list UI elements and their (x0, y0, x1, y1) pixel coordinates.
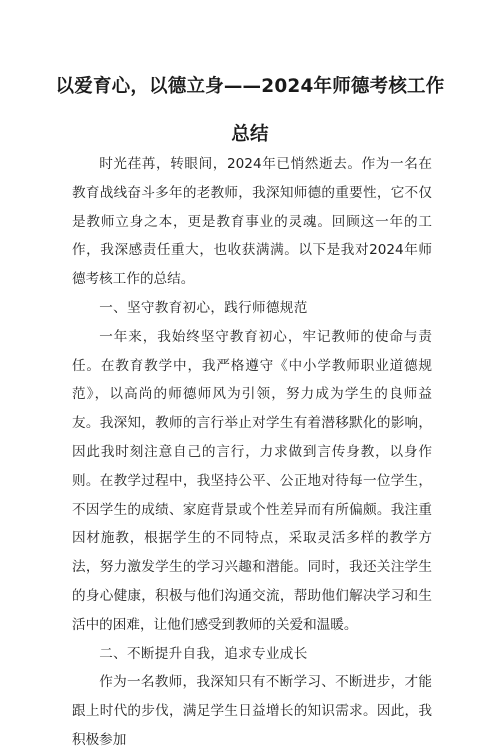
document-body (72, 150, 432, 755)
document-title-line-1: 以爱育心，以德立身——2024年师德考核工作 (55, 76, 445, 97)
section-heading-2: 二、不断提升自我，追求专业成长 (99, 645, 308, 662)
section-1-paragraph: 一年来，我始终坚守教育初心，牢记教师的使命与责任。在教育教学中，我严格遵守《中小学教师职业道德规范》，以高尚的师德师风为引领，努力成为学生的良师益友。我深知，教师的言行举止对学生有着潜移默化的影响，因此我时刻注意自己的言行，力求做到言传身教，以身作则。在教学过程中，我坚持公平、公正地对待每一位学生，不因学生的成绩、家庭背景或个性差异而有所偏颇。我注重因材施教，根据学生的不同特点，采取灵活多样的教学方法，努力激发学生的学习兴趣和潜能。同时，我还关注学生的身心健康，积极与他们沟通交流，帮助他们解决学习和生活中的困难，让他们感受到教师的关爱和温暖。 (72, 328, 432, 633)
document-title-line-2: 总结 (231, 124, 269, 145)
section-heading-1: 一、坚守教育初心，践行师德规范 (99, 299, 308, 316)
intro-paragraph: 时光荏苒，转眼间，2024年已悄然逝去。作为一名在教育战线奋斗多年的老教师，我深知师德的重要性，它不仅是教师立身之本，更是教育事业的灵魂。回顾这一年的工作，我深感责任重大，也收获满满。以下是我对2024年师德考核工作的总结。 (72, 156, 432, 288)
section-2-paragraph: 作为一名教师，我深知只有不断学习、不断进步，才能跟上时代的步伐，满足学生日益增长的知识需求。因此，我积极参加 (72, 674, 432, 748)
